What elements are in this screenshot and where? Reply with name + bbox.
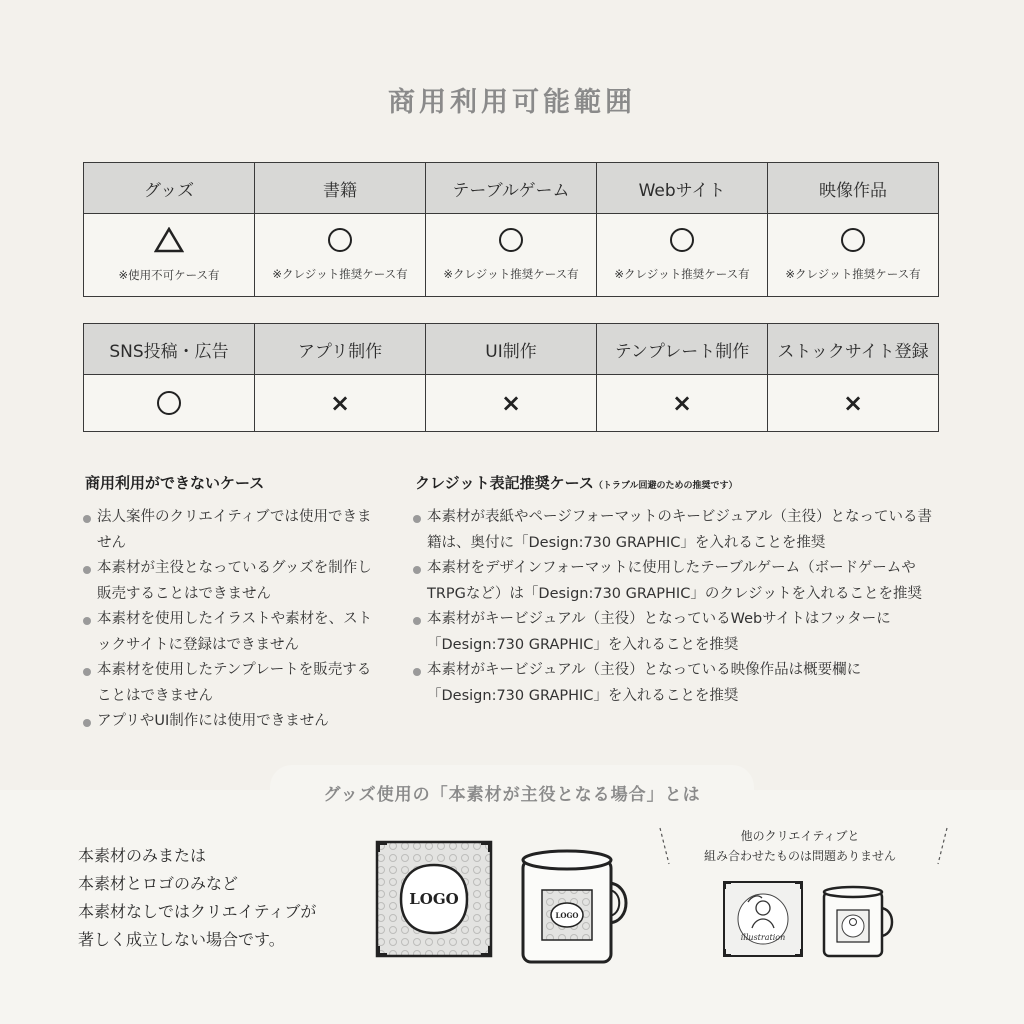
cross-icon: × [842,389,864,417]
list-item: 本素材を使用したテンプレートを販売することはできません [83,658,383,709]
circle-icon [670,228,694,252]
header-sns: SNS投稿・広告 [84,324,255,375]
cell-books [255,214,426,297]
side-note-line: 他のクリエイティブと [740,829,860,843]
header-tablegame: テーブルゲーム [426,163,597,214]
circle-icon [499,228,523,252]
credit-heading-text: クレジット表記推奨ケース [415,474,594,492]
cell-goods [84,214,255,297]
combined-illustration [722,880,912,960]
cross-icon: × [329,389,351,417]
note-video: ※クレジット推奨ケース有 [785,267,921,281]
list-item: アプリやUI制作には使用できません [83,709,383,735]
header-template: テンプレート制作 [597,324,768,375]
list-item: 法人案件のクリエイティブでは使用できません [83,505,383,556]
mug [523,851,626,962]
triangle-icon [84,227,254,253]
circle-icon [157,391,181,415]
cell-tablegame [426,214,597,297]
circle-icon [841,228,865,252]
page-title: 商用利用可能範囲 [388,87,636,118]
list-item: 本素材がキービジュアル（主役）となっている映像作品は概要欄に「Design:730 GRAPHIC」を入れることを推奨 [413,658,943,709]
logo-text: LOGO [409,890,459,908]
note-tablegame: ※クレジット推奨ケース有 [443,267,579,281]
prohibited-heading: 商用利用ができないケース [85,474,265,492]
square-card [377,842,491,956]
goods-illustration [375,840,655,970]
cell-ui [426,375,597,432]
credit-heading [415,472,738,493]
cell-stock [768,375,939,432]
desc-line: 本素材とロゴのみなど [78,874,239,893]
prohibited-list [83,505,383,735]
desc-line: 本素材なしではクリエイティブが [78,902,317,921]
note-website: ※クレジット推奨ケース有 [614,267,750,281]
illustration-text: illustration [740,933,786,942]
cell-app [255,375,426,432]
cell-website [597,214,768,297]
list-item: 本素材をデザインフォーマットに使用したテーブルゲーム（ボードゲームやTRPGなど）は「Design:730 GRAPHIC」のクレジットを入れることを推奨 [413,556,943,607]
cross-icon: × [671,389,693,417]
header-app: アプリ制作 [255,324,426,375]
header-stock: ストックサイト登録 [768,324,939,375]
cross-icon: × [500,389,522,417]
list-item: 本素材がキービジュアル（主役）となっているWebサイトはフッターに「Design:730 GRAPHIC」を入れることを推奨 [413,607,943,658]
circle-icon [328,228,352,252]
side-note-line: 組み合わせたものは問題ありません [703,849,896,863]
note-books: ※クレジット推奨ケース有 [272,267,408,281]
list-item: 本素材が表紙やページフォーマットのキービジュアル（主役）となっている書籍は、奥付に「Design:730 GRAPHIC」を入れることを推奨 [413,505,943,556]
header-ui: UI制作 [426,324,597,375]
credit-heading-note: （トラブル回避のための推奨です） [593,481,738,491]
credit-list [413,505,943,709]
header-goods: グッズ [84,163,255,214]
bottom-title: グッズ使用の「本素材が主役となる場合」とは [323,785,701,805]
cell-video [768,214,939,297]
side-note [680,826,920,866]
usage-table-2 [83,323,939,432]
header-video: 映像作品 [768,163,939,214]
list-item: 本素材を使用したイラストや素材を、ストックサイトに登録はできません [83,607,383,658]
header-website: Webサイト [597,163,768,214]
logo-text: LOGO [555,911,579,920]
list-item: 本素材が主役となっているグッズを制作し販売することはできません [83,556,383,607]
small-mug [824,887,892,956]
small-card [724,882,802,956]
header-books: 書籍 [255,163,426,214]
desc-line: 著しく成立しない場合です。 [78,930,285,949]
desc-line: 本素材のみまたは [78,846,207,865]
bottom-description [78,842,316,954]
cell-template [597,375,768,432]
note-goods: ※使用不可ケース有 [118,268,220,282]
usage-table-1 [83,162,939,297]
cell-sns [84,375,255,432]
